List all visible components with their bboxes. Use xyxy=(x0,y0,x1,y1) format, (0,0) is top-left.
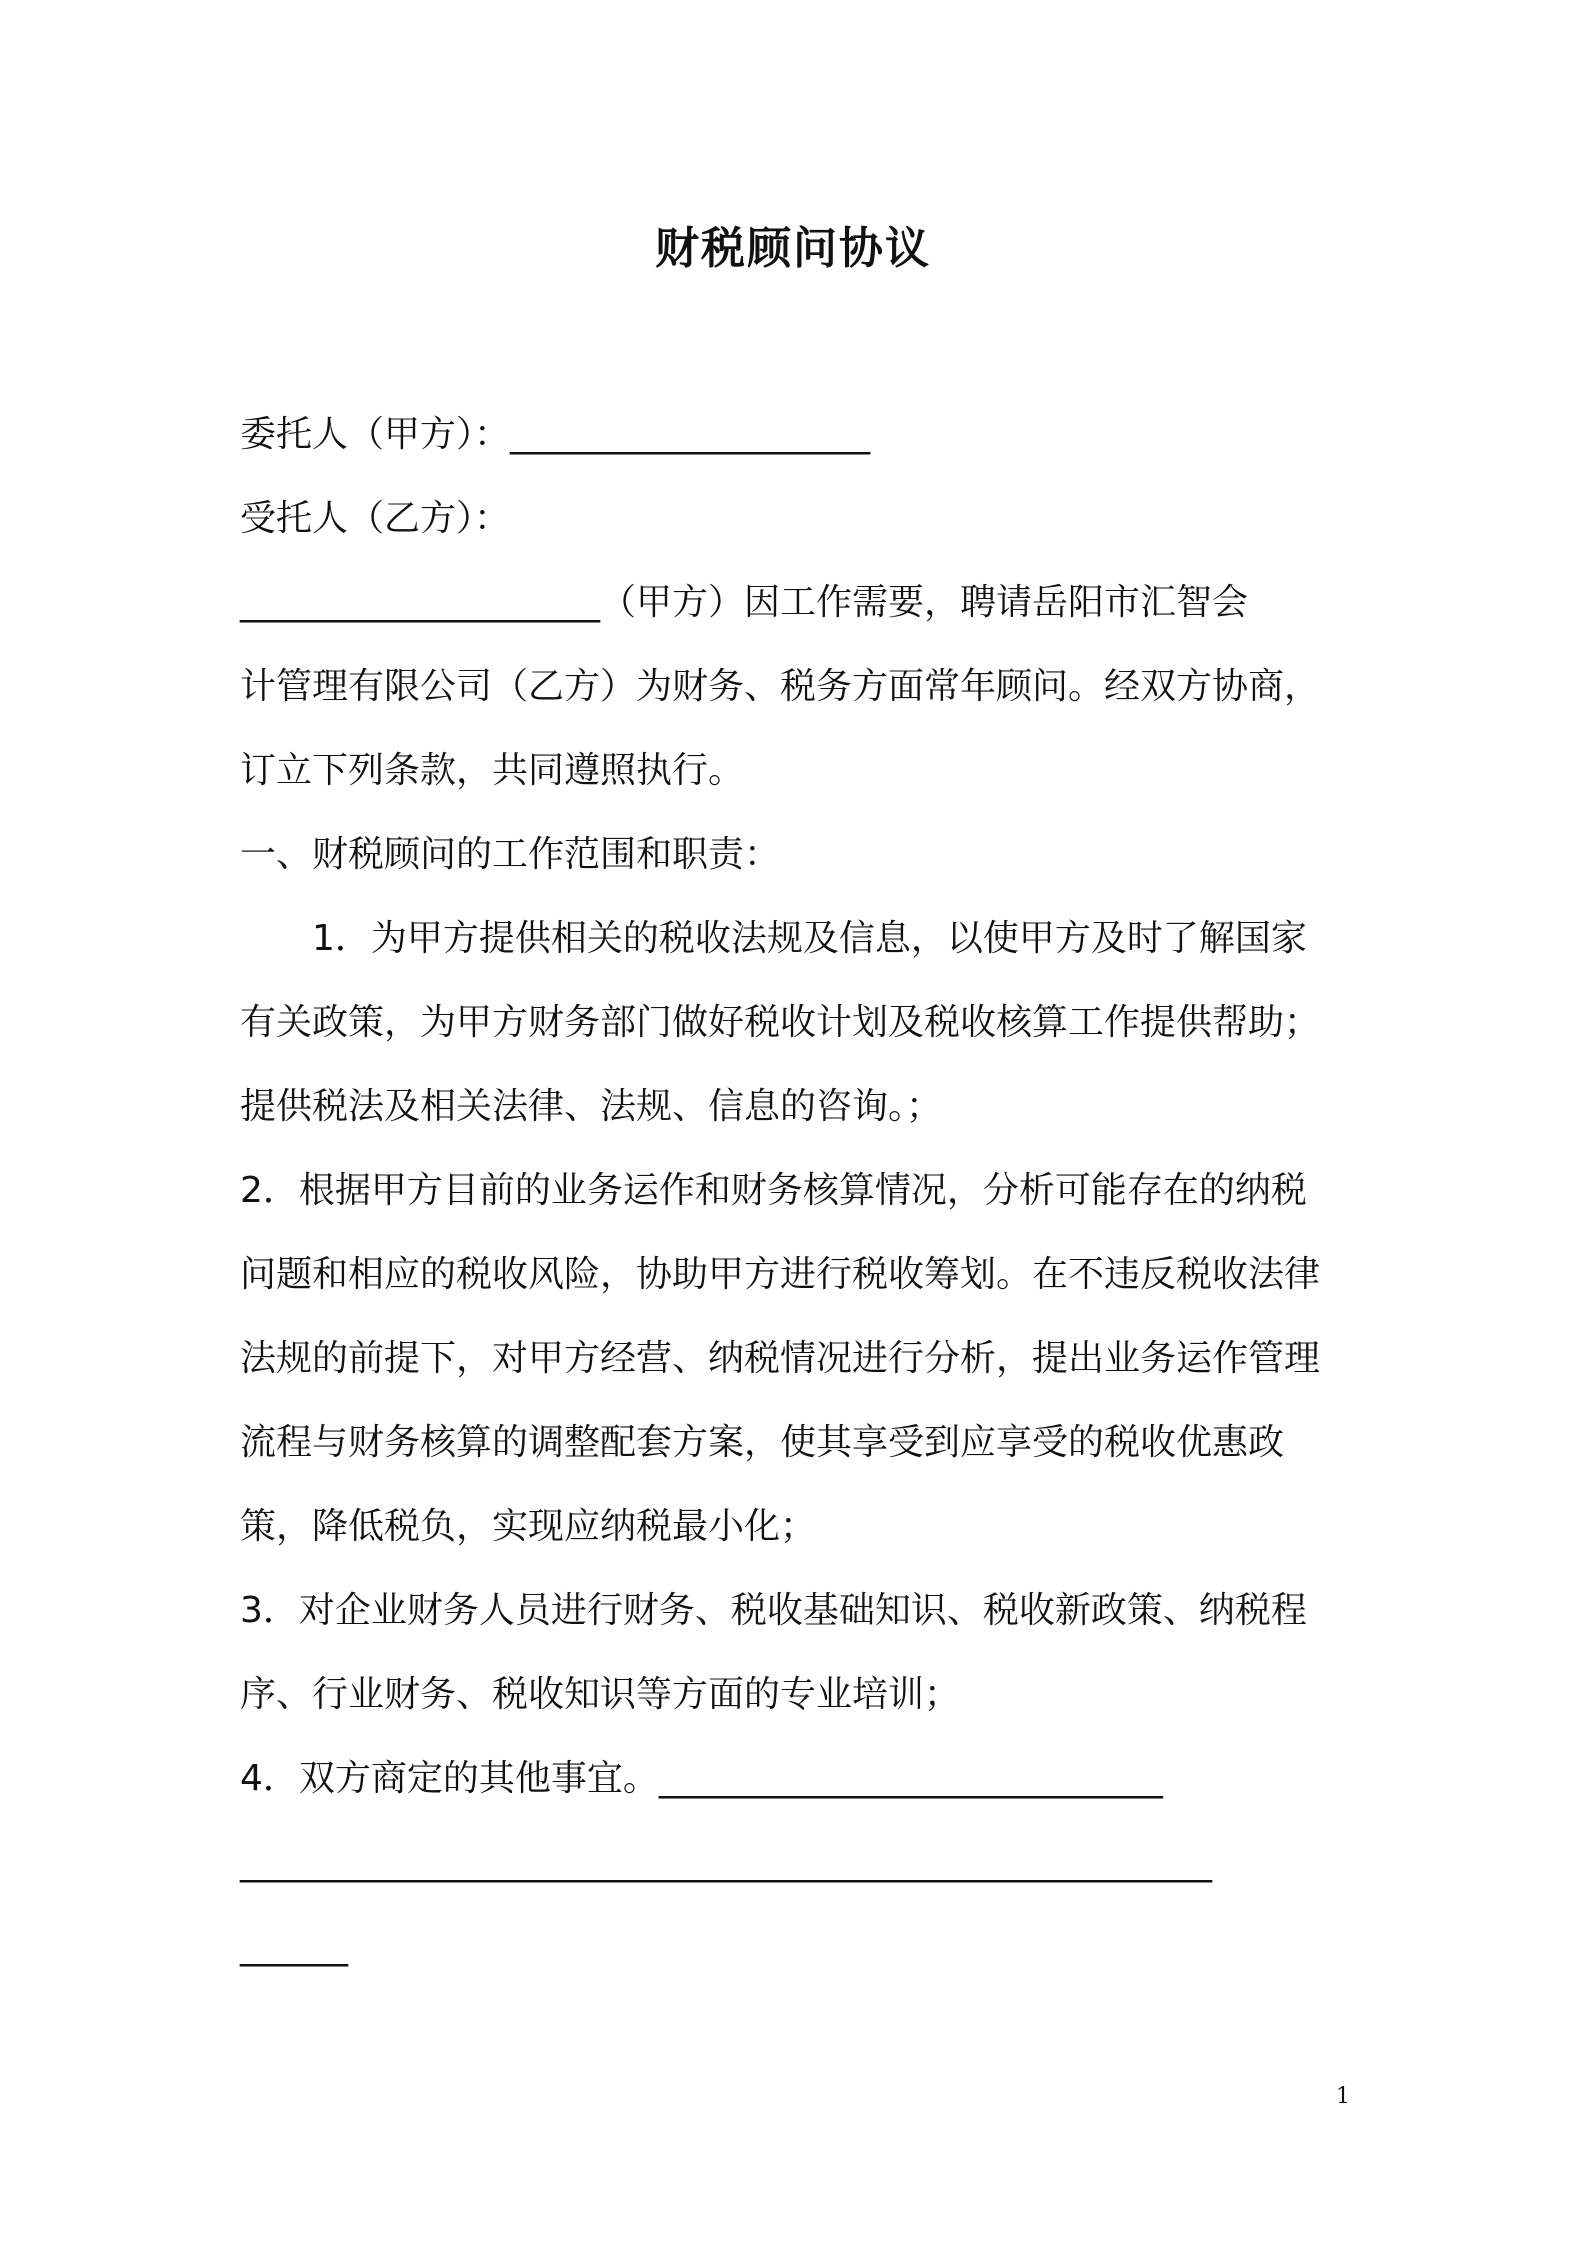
client-party-line: 委托人（甲方）：____________________ xyxy=(240,414,871,455)
clause-1-line: 提供税法及相关法律、法规、信息的咨询。； xyxy=(240,1086,943,1127)
blank-fill-line: ______________________________________________________ xyxy=(240,1842,1212,1883)
clause-2-line: 策，降低税负，实现应纳税最小化； xyxy=(240,1506,817,1547)
clause-2-line: 2．根据甲方目前的业务运作和财务核算情况，分析可能存在的纳税 xyxy=(240,1170,1307,1211)
page-number: 1 xyxy=(1336,2084,1350,2109)
trustee-party-line: 受托人（乙方）： xyxy=(240,498,511,539)
clause-2-line: 流程与财务核算的调整配套方案，使其享受到应享受的税收优惠政 xyxy=(240,1422,1285,1463)
clause-4-line: 4．双方商定的其他事宜。____________________________ xyxy=(240,1758,1163,1799)
paragraph-line: ____________________（甲方）因工作需要，聘请岳阳市汇智会 xyxy=(240,582,1249,623)
clause-2-line: 问题和相应的税收风险，协助甲方进行税收筹划。在不违反税收法律 xyxy=(240,1254,1321,1295)
document-title: 财税顾问协议 xyxy=(655,223,931,274)
section-heading: 一、财税顾问的工作范围和职责： xyxy=(240,834,781,875)
clause-2-line: 法规的前提下，对甲方经营、纳税情况进行分析，提出业务运作管理 xyxy=(240,1338,1321,1379)
clause-1-line: 有关政策，为甲方财务部门做好税收计划及税收核算工作提供帮助； xyxy=(240,1002,1321,1043)
clause-1-line: 1．为甲方提供相关的税收法规及信息，以使甲方及时了解国家 xyxy=(312,918,1307,959)
clause-3-line: 序、行业财务、税收知识等方面的专业培训； xyxy=(240,1674,961,1715)
paragraph-line: 订立下列条款，共同遵照执行。 xyxy=(240,750,745,791)
paragraph-line: 计管理有限公司（乙方）为财务、税务方面常年顾问。经双方协商， xyxy=(240,666,1321,707)
clause-3-line: 3．对企业财务人员进行财务、税收基础知识、税收新政策、纳税程 xyxy=(240,1590,1307,1631)
blank-fill-line: ______ xyxy=(240,1926,348,1967)
